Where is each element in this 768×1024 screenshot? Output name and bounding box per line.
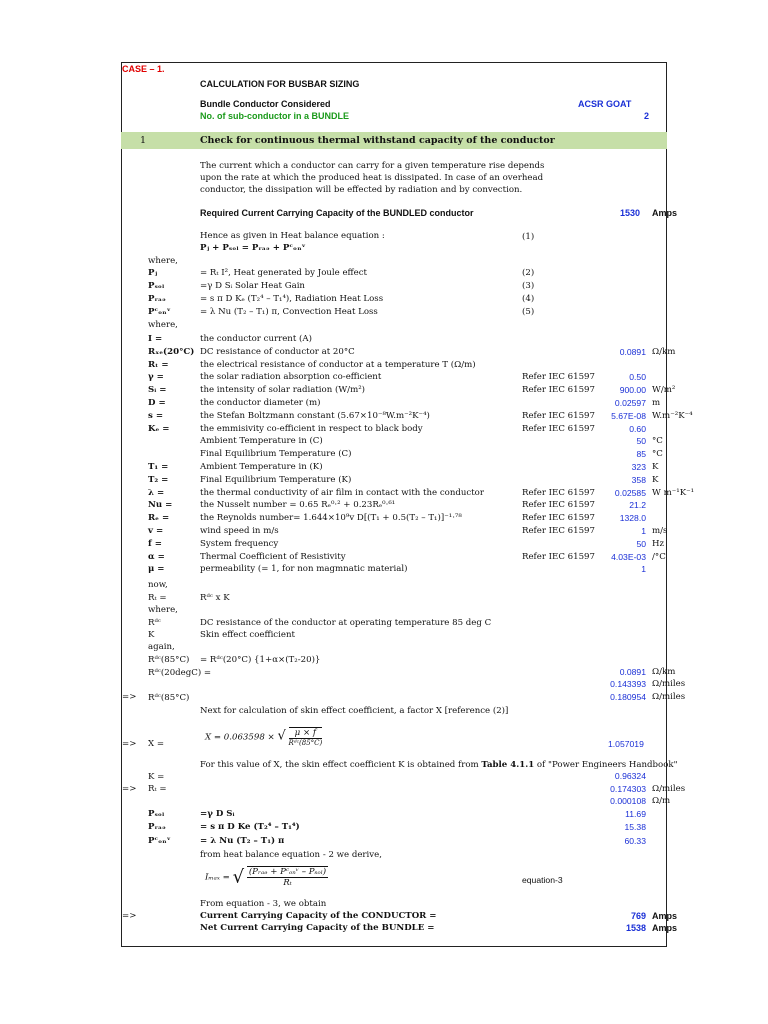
intro-line-1: The current which a conductor can carry for a given temperature rise depends bbox=[200, 161, 545, 171]
rt-unit-miles: Ω/miles bbox=[652, 784, 686, 794]
parameter-description: the conductor diameter (m) bbox=[200, 398, 321, 408]
result-formula: = λ Nu (T₂ – T₁) π bbox=[200, 836, 285, 846]
parameter-description: the thermal conductivity of air film in contact with the conductor bbox=[200, 488, 484, 498]
parameter-value: 1328.0 bbox=[619, 513, 646, 523]
arrow-rdc85: => bbox=[122, 692, 137, 702]
rdc20-symbol: Rᵈᶜ(20degC) = bbox=[148, 668, 212, 678]
case-label: CASE – 1. bbox=[122, 64, 165, 74]
parameter-description: the Nusselt number = 0.65 Rₑ⁰·² + 0.23Rₑ⁰·⁶¹ bbox=[200, 500, 396, 510]
obtain-text: From equation - 3, we obtain bbox=[200, 899, 327, 909]
parameter-description: the Stefan Boltzmann constant (5.67×10⁻⁸W.m⁻²K⁻⁴) bbox=[200, 411, 430, 421]
definition-symbol: Pⱼ bbox=[148, 268, 158, 278]
definition-equation-number: (5) bbox=[522, 307, 535, 317]
heat-balance-text: Hence as given in Heat balance equation : bbox=[200, 231, 385, 241]
parameter-value: 0.60 bbox=[629, 424, 646, 434]
definition-text: = λ Nu (T₂ – T₁) π, Convection Heat Loss bbox=[200, 307, 378, 317]
parameter-unit: W.m⁻²K⁻⁴ bbox=[652, 411, 693, 421]
parameter-description: the intensity of solar radiation (W/m²) bbox=[200, 385, 366, 395]
x-value: 1.057019 bbox=[608, 739, 644, 749]
parameter-description: the conductor current (A) bbox=[200, 334, 312, 344]
definition-equation-number: (4) bbox=[522, 294, 535, 304]
parameter-reference: Refer IEC 61597 bbox=[522, 488, 595, 498]
where-label-3: where, bbox=[148, 605, 178, 615]
bundle-label: Bundle Conductor Considered bbox=[200, 99, 331, 109]
parameter-unit: /°C bbox=[652, 552, 666, 562]
definition-equation-number: (2) bbox=[522, 268, 535, 278]
bundle-capacity-value: 1538 bbox=[625, 923, 646, 933]
bundle-capacity-label: Net Current Carrying Capacity of the BUNDLE = bbox=[200, 923, 435, 933]
parameter-value: 323 bbox=[631, 462, 646, 472]
parameter-symbol: α = bbox=[148, 552, 165, 562]
rdc85-formula: = Rᵈᶜ(20°C) {1+α×(T₂-20)} bbox=[200, 655, 321, 665]
parameter-value: 0.50 bbox=[629, 372, 646, 382]
parameter-description: the Reynolds number= 1.644×10⁹v D[(T₁ + 0.5(T₂ – T₁)]⁻¹·⁷⁸ bbox=[200, 513, 462, 523]
parameter-symbol: f = bbox=[148, 539, 162, 549]
parameter-description: the solar radiation absorption co-efficient bbox=[200, 372, 382, 382]
where-label: where, bbox=[148, 256, 178, 266]
parameter-unit: K bbox=[652, 462, 659, 472]
rdc85-symbol-2: Rᵈᶜ(85°C) bbox=[148, 693, 190, 703]
parameter-unit: m/s bbox=[652, 526, 668, 536]
again-label: again, bbox=[148, 642, 175, 652]
parameter-value: 5.67E-08 bbox=[611, 411, 646, 421]
result-value: 15.38 bbox=[624, 822, 646, 832]
parameter-unit: m bbox=[652, 398, 661, 408]
parameter-description: DC resistance of conductor at 20°C bbox=[200, 347, 355, 357]
definition-symbol: Pᶜₒₙᵛ bbox=[148, 307, 171, 317]
result-formula: =γ D Sᵢ bbox=[200, 809, 235, 819]
section-number: 1 bbox=[140, 135, 147, 146]
parameter-symbol: D = bbox=[148, 398, 166, 408]
derive-text: from heat balance equation - 2 we derive, bbox=[200, 850, 382, 860]
parameter-reference: Refer IEC 61597 bbox=[522, 513, 595, 523]
parameter-reference: Refer IEC 61597 bbox=[522, 526, 595, 536]
result-symbol: Pₛₒₗ bbox=[148, 809, 165, 819]
rdc85-symbol: Rᵈᶜ(85°C) bbox=[148, 655, 190, 665]
parameter-value: 0.0891 bbox=[619, 347, 646, 357]
parameter-symbol: γ = bbox=[148, 372, 164, 382]
parameter-symbol: T₂ = bbox=[148, 475, 169, 485]
result-value: 60.33 bbox=[624, 836, 646, 846]
parameter-reference: Refer IEC 61597 bbox=[522, 424, 595, 434]
parameter-symbol: Sᵢ = bbox=[148, 385, 167, 395]
parameter-symbol: Rₑ = bbox=[148, 513, 170, 523]
parameter-reference: Refer IEC 61597 bbox=[522, 411, 595, 421]
skin-effect-text: Next for calculation of skin effect coefficient, a factor X [reference (2)] bbox=[200, 706, 509, 716]
rdc20-unit-km: Ω/km bbox=[652, 667, 676, 677]
imax-formula: Iₘₐₓ = √ $\frac{\text{(Pᵣₐₔ + Pᶜₒₙᵛ – Pₛₒₗ)}}{\text{Rₜ}}$ bbox=[205, 866, 327, 888]
rt-value-miles: 0.174303 bbox=[610, 784, 646, 794]
required-label: Required Current Carrying Capacity of the BUNDLED conductor bbox=[200, 208, 474, 218]
definition-text: = Rₜ I², Heat generated by Joule effect bbox=[200, 268, 368, 278]
rdc20-value-km: 0.0891 bbox=[619, 667, 646, 677]
parameter-description: Ambient Temperature in (K) bbox=[200, 462, 323, 472]
parameter-description: Final Equilibrium Temperature (C) bbox=[200, 449, 352, 459]
table-reference-text: For this value of X, the skin effect coefficient K is obtained from Table 4.1.1 of "Power Engineers Handbook" bbox=[200, 760, 678, 770]
intro-line-3: conductor, the dissipation will be effected by radiation and by convection. bbox=[200, 185, 523, 195]
k-description: Skin effect coefficient bbox=[200, 630, 295, 640]
parameter-reference: Refer IEC 61597 bbox=[522, 552, 595, 562]
parameter-symbol: Rₜ = bbox=[148, 360, 169, 370]
parameter-unit: W m⁻¹K⁻¹ bbox=[652, 488, 695, 498]
conductor-capacity-label: Current Carrying Capacity of the CONDUCTOR = bbox=[200, 911, 437, 921]
required-value: 1530 bbox=[620, 208, 641, 218]
equation-3-label: equation-3 bbox=[522, 875, 563, 885]
parameter-symbol: I = bbox=[148, 334, 163, 344]
definition-symbol: Pₛₒₗ bbox=[148, 281, 165, 291]
parameter-description: the electrical resistance of conductor at a temperature T (Ω/m) bbox=[200, 360, 476, 370]
equation-1-number: (1) bbox=[522, 232, 535, 242]
rt-description: Rᵈᶜ x K bbox=[200, 593, 230, 603]
parameter-symbol: Rₓₑ(20°C) bbox=[148, 347, 195, 357]
parameter-value: 1 bbox=[641, 526, 646, 536]
arrow-x: => bbox=[122, 739, 137, 749]
parameter-symbol: v = bbox=[148, 526, 164, 536]
parameter-value: 0.02585 bbox=[614, 488, 646, 498]
rdc-description: DC resistance of the conductor at operating temperature 85 deg C bbox=[200, 618, 492, 628]
parameter-unit: °C bbox=[652, 436, 663, 446]
parameter-description: permeability (= 1, for non magmnatic material) bbox=[200, 564, 408, 574]
x-symbol: X = bbox=[148, 739, 165, 749]
parameter-description: Final Equilibrium Temperature (K) bbox=[200, 475, 352, 485]
rt-value-m: 0.000108 bbox=[610, 796, 646, 806]
parameter-description: the emmisivity co-efficient in respect to black body bbox=[200, 424, 423, 434]
x-formula: X = 0.063598 × √ $\frac{\mu \times f}{\text{Rᵈᶜ(85°C)}}$ bbox=[205, 728, 323, 747]
parameter-description: System frequency bbox=[200, 539, 279, 549]
page-title: CALCULATION FOR BUSBAR SIZING bbox=[200, 79, 360, 89]
parameter-symbol: μ = bbox=[148, 564, 165, 574]
intro-line-2: upon the rate at which the produced heat is dissipated. In case of an overhead bbox=[200, 173, 544, 183]
parameter-value: 85 bbox=[636, 449, 646, 459]
parameter-symbol: s = bbox=[148, 411, 164, 421]
parameter-value: 900.00 bbox=[619, 385, 646, 395]
subcond-value: 2 bbox=[644, 111, 650, 121]
rdc85-unit: Ω/miles bbox=[652, 692, 686, 702]
now-label: now, bbox=[148, 580, 168, 590]
k-value: 0.96324 bbox=[614, 771, 646, 781]
rdc85-value: 0.180954 bbox=[610, 692, 646, 702]
parameter-unit: Hz bbox=[652, 539, 665, 549]
bundle-value: ACSR GOAT bbox=[578, 99, 632, 109]
definition-text: = s π D Kₑ (T₂⁴ – T₁⁴), Radiation Heat Loss bbox=[200, 294, 384, 304]
parameter-description: Ambient Temperature in (C) bbox=[200, 436, 323, 446]
k-symbol: K bbox=[148, 630, 155, 640]
parameter-value: 0.02597 bbox=[614, 398, 646, 408]
rt-unit-m: Ω/m bbox=[652, 796, 671, 806]
rdc-symbol: Rᵈᶜ bbox=[148, 618, 161, 628]
required-unit: Amps bbox=[652, 208, 678, 218]
parameter-unit: °C bbox=[652, 449, 663, 459]
parameter-reference: Refer IEC 61597 bbox=[522, 372, 595, 382]
parameter-symbol: T₁ = bbox=[148, 462, 169, 472]
parameter-value: 358 bbox=[631, 475, 646, 485]
section-title: Check for continuous thermal withstand capacity of the conductor bbox=[200, 135, 555, 146]
parameter-description: Thermal Coefficient of Resistivity bbox=[200, 552, 346, 562]
result-value: 11.69 bbox=[625, 809, 646, 819]
conductor-capacity-unit: Amps bbox=[652, 911, 678, 921]
definition-equation-number: (3) bbox=[522, 281, 535, 291]
rt-symbol: Rₜ = bbox=[148, 593, 167, 603]
arrow-final: => bbox=[122, 911, 137, 921]
parameter-symbol: Kₑ = bbox=[148, 424, 170, 434]
parameter-value: 4.03E-03 bbox=[611, 552, 646, 562]
result-symbol: Pᶜₒₙᵛ bbox=[148, 836, 171, 846]
parameter-unit: K bbox=[652, 475, 659, 485]
parameter-description: wind speed in m/s bbox=[200, 526, 279, 536]
subcond-label: No. of sub-conductor in a BUNDLE bbox=[200, 111, 349, 121]
parameter-reference: Refer IEC 61597 bbox=[522, 385, 595, 395]
parameter-value: 50 bbox=[636, 436, 646, 446]
heat-balance-equation: Pⱼ + Pₛₒₗ = Pᵣₐₔ + Pᶜₒₙᵛ bbox=[200, 243, 306, 253]
definition-symbol: Pᵣₐₔ bbox=[148, 294, 166, 304]
conductor-capacity-value: 769 bbox=[630, 911, 646, 921]
parameter-symbol: λ = bbox=[148, 488, 165, 498]
where-label-2: where, bbox=[148, 320, 178, 330]
parameter-unit: W/m² bbox=[652, 385, 676, 395]
parameter-value: 21.2 bbox=[629, 500, 646, 510]
parameter-reference: Refer IEC 61597 bbox=[522, 500, 595, 510]
parameter-value: 50 bbox=[636, 539, 646, 549]
rdc20-unit-miles: Ω/miles bbox=[652, 679, 686, 689]
definition-text: =γ D Sᵢ Solar Heat Gain bbox=[200, 281, 305, 291]
result-formula: = s π D Ke (T₂⁴ – T₁⁴) bbox=[200, 822, 300, 832]
rdc20-value-miles: 0.143393 bbox=[610, 679, 646, 689]
arrow-rt: => bbox=[122, 784, 137, 794]
parameter-symbol: Nu = bbox=[148, 500, 173, 510]
rt-symbol-2: Rₜ = bbox=[148, 784, 167, 794]
parameter-unit: Ω/km bbox=[652, 347, 676, 357]
parameter-value: 1 bbox=[641, 564, 646, 574]
k-symbol-2: K = bbox=[148, 772, 165, 782]
bundle-capacity-unit: Amps bbox=[652, 923, 678, 933]
result-symbol: Pᵣₐₔ bbox=[148, 822, 166, 832]
